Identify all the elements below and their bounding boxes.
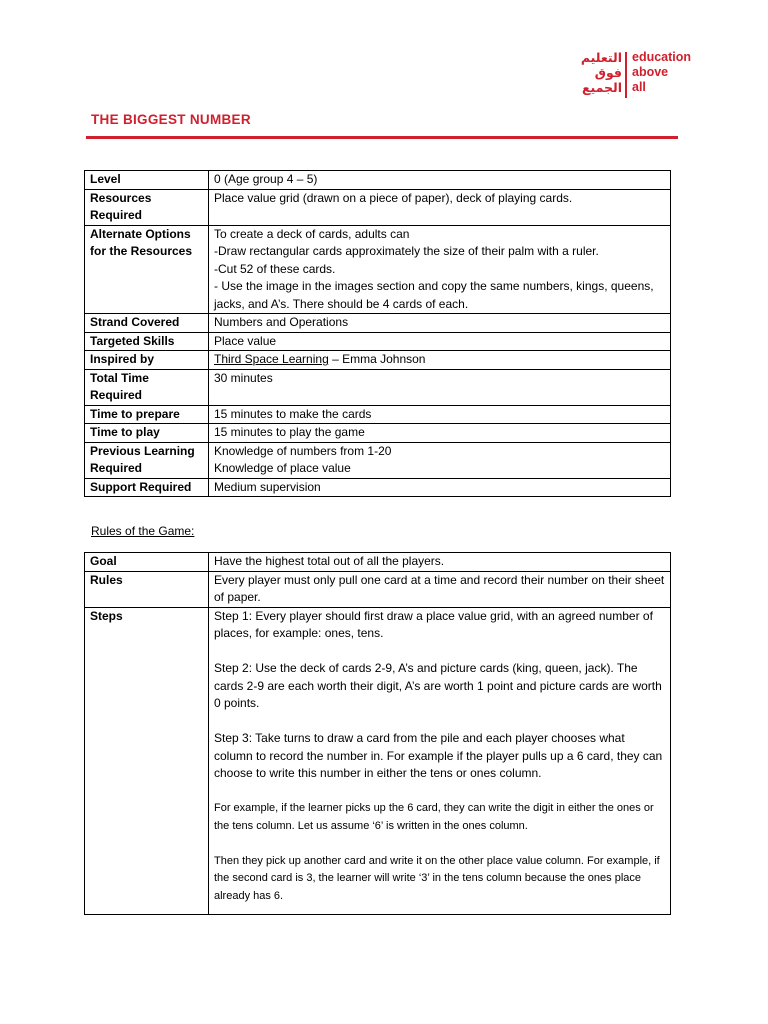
activity-info-table	[84, 170, 671, 497]
row-label: Level	[85, 171, 209, 190]
table-row	[85, 571, 671, 607]
row-label: Goal	[85, 553, 209, 572]
source-link[interactable]: Third Space Learning	[214, 352, 329, 366]
example-2-text: Then they pick up another card and write it on the other place value column. For example, if the second card is 3, the learner will write ‘3’ in the tens column because the ones place already has 6.	[214, 854, 660, 902]
row-label: Strand Covered	[85, 314, 209, 333]
table-row	[85, 332, 671, 351]
row-value: Place value grid (drawn on a piece of paper), deck of playing cards.	[209, 189, 671, 225]
logo-english-text: education above all	[632, 50, 692, 94]
row-label: Total Time Required	[85, 369, 209, 405]
table-row	[85, 478, 671, 497]
table-row	[85, 405, 671, 424]
row-label: Rules	[85, 571, 209, 607]
row-label: Time to play	[85, 424, 209, 443]
row-value: 30 minutes	[209, 369, 671, 405]
table-row	[85, 553, 671, 572]
table-row	[85, 351, 671, 370]
row-label: Time to prepare	[85, 405, 209, 424]
row-value: Numbers and Operations	[209, 314, 671, 333]
table-row	[85, 442, 671, 478]
logo-arabic-text: التعليم فوق الجميع	[580, 50, 622, 95]
row-label: Resources Required	[85, 189, 209, 225]
row-label: Inspired by	[85, 351, 209, 370]
row-value: 15 minutes to play the game	[209, 424, 671, 443]
logo-divider	[625, 52, 627, 98]
table-row	[85, 314, 671, 333]
step-1-text: Step 1: Every player should first draw a place value grid, with an agreed number of places, for example: ones, tens.	[214, 608, 653, 640]
game-rules-table	[84, 552, 671, 915]
table-row	[85, 189, 671, 225]
row-value: Medium supervision	[209, 478, 671, 497]
row-label: Targeted Skills	[85, 332, 209, 351]
row-value	[209, 607, 671, 914]
row-label: Support Required	[85, 478, 209, 497]
row-value: Every player must only pull one card at a time and record their number on their sheet of paper.	[209, 571, 671, 607]
organization-logo	[560, 50, 692, 102]
row-label: Previous Learning Required	[85, 442, 209, 478]
row-value: Place value	[209, 332, 671, 351]
row-value: Have the highest total out of all the players.	[209, 553, 671, 572]
table-row	[85, 607, 671, 914]
table-row	[85, 225, 671, 314]
row-value: To create a deck of cards, adults can -Draw rectangular cards approximately the size of their palm with a ruler. -Cut 52 of these cards. - Use the image in the images section and copy the same numbers, kings, queens, jacks, and A’s. There should be 4 cards of each.	[209, 225, 671, 314]
step-2-text: Step 2: Use the deck of cards 2-9, A’s and picture cards (king, queen, jack). The cards 2-9 are each worth their digit, A’s are worth 1 point and picture cards are worth 0 points.	[214, 661, 662, 710]
title-underline-rule	[86, 136, 678, 139]
row-value: 15 minutes to make the cards	[209, 405, 671, 424]
row-value: Third Space Learning – Emma Johnson	[209, 351, 671, 370]
row-label: Alternate Options for the Resources	[85, 225, 209, 314]
table-row	[85, 424, 671, 443]
row-label: Steps	[85, 607, 209, 914]
example-1-text: For example, if the learner picks up the 6 card, they can write the digit in either the ones or the tens column. Let us assume ‘6’ is written in the ones column.	[214, 802, 654, 832]
row-value: Knowledge of numbers from 1-20 Knowledge of place value	[209, 442, 671, 478]
table-row	[85, 369, 671, 405]
document-title: THE BIGGEST NUMBER	[91, 112, 251, 127]
rules-section-heading: Rules of the Game:	[91, 524, 195, 538]
row-value: 0 (Age group 4 – 5)	[209, 171, 671, 190]
table-row	[85, 171, 671, 190]
step-3-text: Step 3: Take turns to draw a card from the pile and each player chooses what column to record the number in. For example if the player pulls up a 6 card, they can choose to write this number in either the tens or ones column.	[214, 731, 663, 780]
